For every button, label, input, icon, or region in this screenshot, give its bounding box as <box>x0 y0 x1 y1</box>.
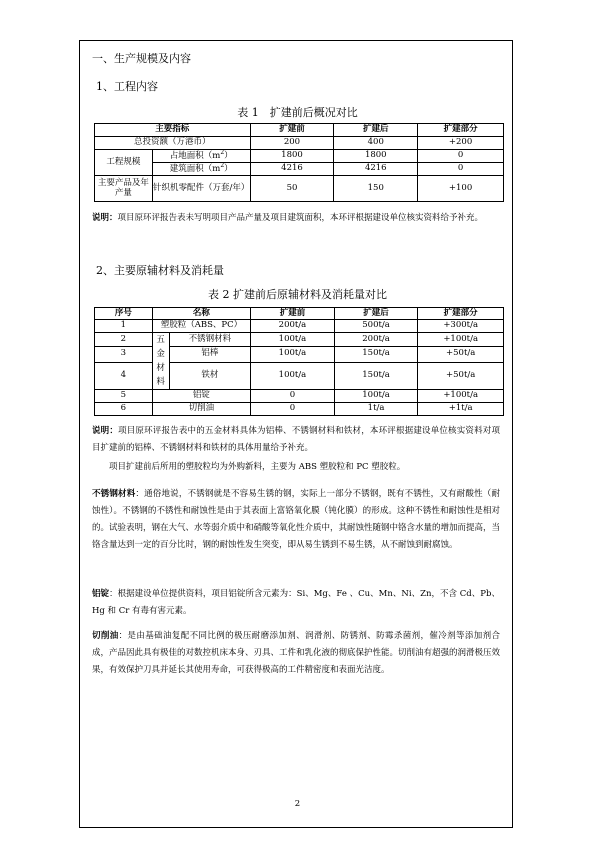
table-cell: 6 <box>95 403 153 416</box>
table-cell: 400 <box>334 137 418 150</box>
table-cell: 100t/a <box>334 390 418 403</box>
table-cell: 铁材 <box>169 362 251 389</box>
table-cell: 不锈钢材料 <box>169 333 251 347</box>
materials-comparison-table <box>94 307 504 416</box>
table-header: 序号 <box>95 308 153 320</box>
table-group-cell: 五金材料 <box>152 333 169 390</box>
table-cell: 4216 <box>334 163 418 176</box>
table-cell: 0 <box>418 163 504 176</box>
table-header: 扩建部分 <box>418 308 504 320</box>
table-cell: 建筑面积$(m^2)$ <box>152 163 250 176</box>
table2-note: 说明：项目原环评报告表中的五金材料具体为铝棒、不锈钢材料和铁材，本环评根据建设单位核实资料对项目扩建前的铝棒、不锈钢材料和铁材的具体用量给予补充。 <box>92 426 500 453</box>
steel-paragraph: 不锈钢材料：通俗地说，不锈钢就是不容易生锈的钢，实际上一部分不锈钢，既有不锈性，又有耐酸性（耐蚀性）。不锈钢的不锈性和耐蚀性是由于其表面上富铬氧化膜（钝化膜）的形成。这种不锈性和耐蚀性是相对的。试验表明，钢在大气、水等弱介质中和硝酸等氧化性介质中，其耐蚀性随钢中铬含水量的增加而提高，当铬含量达到一定的百分比时，钢的耐蚀性发生突变，即从易生锈到不易生锈，从不耐蚀到耐腐蚀。 <box>92 489 501 550</box>
table-cell: 4216 <box>250 163 334 176</box>
table-header: 扩建后 <box>334 308 418 320</box>
table-cell: 150 <box>334 176 418 202</box>
table-cell: +300t/a <box>418 320 504 333</box>
table2-caption: 表 2 扩建前后原辅材料及消耗量对比 <box>208 288 387 301</box>
table-header: 扩建前 <box>251 308 335 320</box>
section-heading-1: 一、生产规模及内容 <box>92 52 191 65</box>
table-cell: 切削油 <box>152 403 251 416</box>
table-cell: +200 <box>418 137 504 150</box>
table-row <box>95 137 504 150</box>
table-cell: 0 <box>251 403 335 416</box>
table-cell: 针织机零配件（万套/年） <box>152 176 250 202</box>
table-header: 扩建前 <box>250 124 334 137</box>
table-group-cell: 主要产品及年产量 <box>95 176 153 202</box>
table-cell: 200 <box>250 137 334 150</box>
overview-comparison-table <box>94 123 504 202</box>
plastic-paragraph: 项目扩建前后所用的塑胶粒均为外购新料，主要为 ABS 塑胶粒和 PC 塑胶粒。 <box>109 462 406 472</box>
table-row <box>95 390 504 403</box>
table-header: 主要指标 <box>95 124 251 137</box>
table-cell: +50t/a <box>418 346 504 362</box>
ingot-paragraph: 铝锭：根据建设单位提供资料，项目铝锭所含元素为：Si、Mg、Fe 、Cu、Mn、Ni、Zn，不含 Cd、Pb、Hg 和 Cr 有毒有害元素。 <box>92 589 500 616</box>
table-cell: 2 <box>95 333 153 347</box>
table-cell: 100t/a <box>251 362 335 389</box>
table-cell: 5 <box>95 390 153 403</box>
table-cell: 150t/a <box>334 346 418 362</box>
page-number: 2 <box>294 799 301 809</box>
table1-note: 说明：项目原环评报告表未写明项目产品产量及项目建筑面积，本环评根据建设单位核实资料给予补充。 <box>92 213 484 223</box>
table-cell: 4 <box>95 362 153 389</box>
table-cell: 100t/a <box>251 333 335 347</box>
table-group-cell: 工程规模 <box>95 150 153 176</box>
table-header: 扩建部分 <box>418 124 504 137</box>
table-cell: 铝棒 <box>169 346 251 362</box>
table-cell: 1800 <box>334 150 418 163</box>
table-cell: 塑胶粒（ABS、PC） <box>152 320 251 333</box>
table-cell: 1t/a <box>334 403 418 416</box>
table-header-row <box>95 308 504 320</box>
table-cell: 1800 <box>250 150 334 163</box>
subheading-project-content: 1、工程内容 <box>96 80 158 93</box>
table-row <box>95 403 504 416</box>
table-cell: +1t/a <box>418 403 504 416</box>
table-cell: 3 <box>95 346 153 362</box>
table-cell: 50 <box>250 176 334 202</box>
table-cell: 200t/a <box>334 333 418 347</box>
table-cell: +100t/a <box>418 390 504 403</box>
table-row <box>95 150 504 163</box>
table-cell: 铝锭 <box>152 390 251 403</box>
table-row <box>95 176 504 202</box>
subheading-materials: 2、主要原辅材料及消耗量 <box>96 264 224 277</box>
table-row <box>95 320 504 333</box>
table-cell: 150t/a <box>334 362 418 389</box>
table-cell: 100t/a <box>251 346 335 362</box>
table-cell: 总投资额（万港币） <box>95 137 251 150</box>
table1-caption: 表 1 扩建前后概况对比 <box>237 106 358 119</box>
table-row <box>95 333 504 347</box>
table-header: 名称 <box>152 308 251 320</box>
table-header-row <box>95 124 504 137</box>
table-cell: +100 <box>418 176 504 202</box>
table-cell: +100t/a <box>418 333 504 347</box>
table-cell: 占地面积$(m^2)$ <box>152 150 250 163</box>
table-row <box>95 163 504 176</box>
table-cell: 0 <box>418 150 504 163</box>
table-cell: 200t/a <box>251 320 335 333</box>
table-cell: 500t/a <box>334 320 418 333</box>
table-cell: 0 <box>251 390 335 403</box>
table-header: 扩建后 <box>334 124 418 137</box>
table-cell: +50t/a <box>418 362 504 389</box>
cutting-oil-paragraph: 切削油：是由基础油复配不同比例的极压耐磨添加剂、润滑剂、防锈剂、防霉杀菌剂，催冷剂等添加剂合成，产品因此具有极佳的对数控机床本身、刃具、工件和乳化液的彻底保护性能。切削油有超强的润滑极压效果，有效保护刀具并延长其使用寿命，可获得极高的工件精密度和表面光洁度。 <box>92 631 501 675</box>
table-cell: 1 <box>95 320 153 333</box>
